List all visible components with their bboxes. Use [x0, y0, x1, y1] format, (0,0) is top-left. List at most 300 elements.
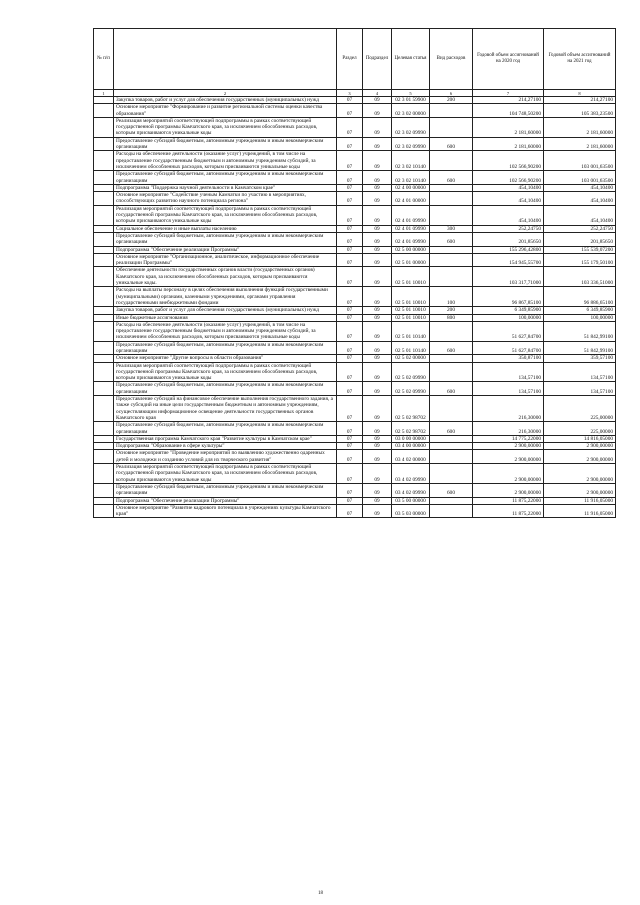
budget-table: [93, 28, 616, 518]
row-subsection-cell: 09: [363, 341, 392, 355]
row-name-cell: Основное мероприятие "Развитие кадрового потенциала в учреждениях культуры Камчатского края": [114, 504, 337, 518]
row-section-cell: 07: [337, 443, 363, 450]
row-target-cell: 02 5 02 09990: [392, 382, 430, 396]
row-number-cell: [94, 246, 114, 253]
row-section-cell: 07: [337, 321, 363, 341]
row-section-cell: 07: [337, 267, 363, 287]
row-expense-cell: [430, 151, 473, 171]
header-col-subsection: Подраздел: [363, 29, 392, 90]
row-2021-cell: 2 900,00000: [544, 450, 616, 464]
row-section-cell: 07: [337, 341, 363, 355]
row-2020-cell: 154 945,55700: [473, 253, 544, 267]
row-number-cell: [94, 184, 114, 191]
row-expense-cell: [430, 246, 473, 253]
row-2020-cell: 134,57100: [473, 382, 544, 396]
row-subsection-cell: 09: [363, 151, 392, 171]
row-subsection-cell: 09: [363, 321, 392, 341]
row-subsection-cell: 09: [363, 497, 392, 504]
row-subsection-cell: 09: [363, 117, 392, 137]
row-expense-cell: 600: [430, 382, 473, 396]
row-2020-cell: 201,85650: [473, 232, 544, 246]
table-row: [94, 450, 616, 464]
row-section-cell: 07: [337, 232, 363, 246]
row-section-cell: 07: [337, 483, 363, 497]
row-subsection-cell: 09: [363, 192, 392, 206]
row-section-cell: 07: [337, 184, 363, 191]
header-col-section: Раздел: [337, 29, 363, 90]
row-name-cell: Предоставление субсидий бюджетным, автономным учреждениям и иным некоммерческим организациям: [114, 171, 337, 185]
row-name-cell: Реализация мероприятий соответствующей подпрограммы в рамках соответствующей государственной программы Камчатского края, за исключением обособленных расходов, которым присваиваются уникальные коды: [114, 362, 337, 382]
row-name-cell: Подпрограмма "Обеспечение реализации Программы": [114, 497, 337, 504]
row-2020-cell: 155 296,42800: [473, 246, 544, 253]
table-row: [94, 104, 616, 118]
row-2020-cell: 6 349,85900: [473, 307, 544, 314]
row-name-cell: Закупка товаров, работ и услуг для обеспечения государственных (муниципальных) нужд: [114, 97, 337, 104]
row-subsection-cell: 09: [363, 443, 392, 450]
row-subsection-cell: 09: [363, 307, 392, 314]
row-subsection-cell: 09: [363, 232, 392, 246]
row-target-cell: 02 5 00 00000: [392, 246, 430, 253]
row-expense-cell: 300: [430, 225, 473, 232]
row-section-cell: 07: [337, 307, 363, 314]
row-target-cell: 02 5 02 98702: [392, 422, 430, 436]
page-number: 18: [318, 891, 323, 896]
row-expense-cell: 600: [430, 137, 473, 151]
row-name-cell: Предоставление субсидий бюджетным, автономным учреждениям и иным некоммерческим организациям: [114, 341, 337, 355]
table-row: [94, 137, 616, 151]
row-name-cell: Основное мероприятие "Другие вопросы в области образования": [114, 355, 337, 362]
column-number: 6: [430, 90, 473, 97]
table-row: [94, 246, 616, 253]
row-name-cell: Подпрограмма "Поддержка научной деятельности в Камчатском крае": [114, 184, 337, 191]
row-2020-cell: 454,10400: [473, 192, 544, 206]
table-row: [94, 117, 616, 137]
row-expense-cell: [430, 253, 473, 267]
header-col-no: № п/п: [94, 29, 114, 90]
header-col-2021: Годовой объем ассигнований на 2021 год: [544, 29, 616, 90]
row-section-cell: 07: [337, 497, 363, 504]
row-2020-cell: 51 627,84700: [473, 341, 544, 355]
row-subsection-cell: 09: [363, 253, 392, 267]
row-number-cell: [94, 205, 114, 225]
row-section-cell: 07: [337, 104, 363, 118]
row-name-cell: Реализация мероприятий соответствующей подпрограммы в рамках соответствующей государственной программы Камчатского края, за исключением обособленных расходов, которым присваиваются уникальные коды: [114, 117, 337, 137]
row-number-cell: [94, 137, 114, 151]
row-name-cell: Расходы на обеспечение деятельности (оказание услуг) учреждений, в том числе на предоставление государственным бюджетным и автономным учреждениям субсидий, за исключением обособленных расходов, которым присваиваются уникальные коды: [114, 151, 337, 171]
row-2020-cell: 2 181,60000: [473, 117, 544, 137]
table-row: [94, 483, 616, 497]
row-number-cell: [94, 443, 114, 450]
row-2020-cell: 14 775,22000: [473, 435, 544, 442]
row-2021-cell: 2 181,60000: [544, 137, 616, 151]
row-section-cell: 07: [337, 396, 363, 422]
row-section-cell: 07: [337, 192, 363, 206]
row-2020-cell: 134,57100: [473, 362, 544, 382]
row-target-cell: 02 3 02 10140: [392, 151, 430, 171]
row-target-cell: 02 5 01 10010: [392, 287, 430, 307]
row-name-cell: Реализация мероприятий соответствующей подпрограммы в рамках соответствующей государственной программы Камчатского края, за исключением обособленных расходов, которым присваиваются уникальные коды: [114, 464, 337, 484]
row-expense-cell: [430, 321, 473, 341]
row-name-cell: Предоставление субсидий бюджетным, автономным учреждениям и иным некоммерческим организациям: [114, 382, 337, 396]
table-row: [94, 307, 616, 314]
row-2021-cell: 134,57100: [544, 382, 616, 396]
row-target-cell: 02 5 01 10140: [392, 341, 430, 355]
row-2020-cell: 216,30000: [473, 396, 544, 422]
table-row: [94, 97, 616, 104]
row-section-cell: 07: [337, 362, 363, 382]
row-section-cell: 07: [337, 205, 363, 225]
row-2020-cell: 252,24750: [473, 225, 544, 232]
table-row: [94, 497, 616, 504]
column-number: 3: [337, 90, 363, 97]
table-row: [94, 232, 616, 246]
row-2021-cell: 105 383,23500: [544, 104, 616, 118]
row-name-cell: Подпрограмма "Обеспечение реализации Программы": [114, 246, 337, 253]
row-expense-cell: [430, 184, 473, 191]
row-subsection-cell: 09: [363, 362, 392, 382]
row-number-cell: [94, 192, 114, 206]
row-2021-cell: 225,00000: [544, 396, 616, 422]
row-expense-cell: [430, 435, 473, 442]
row-number-cell: [94, 504, 114, 518]
row-2021-cell: 11 916,05000: [544, 497, 616, 504]
row-name-cell: Подпрограмма "Образование в сфере культуры": [114, 443, 337, 450]
row-section-cell: 07: [337, 246, 363, 253]
row-expense-cell: 200: [430, 97, 473, 104]
row-target-cell: 02 5 01 10010: [392, 307, 430, 314]
column-number: 5: [392, 90, 430, 97]
row-expense-cell: [430, 205, 473, 225]
row-number-cell: [94, 355, 114, 362]
row-expense-cell: 600: [430, 483, 473, 497]
row-target-cell: 03 4 02 09990: [392, 464, 430, 484]
row-2020-cell: 11 875,22000: [473, 497, 544, 504]
row-target-cell: 03 5 03 00000: [392, 504, 430, 518]
row-subsection-cell: 09: [363, 184, 392, 191]
row-2021-cell: 6 349,85900: [544, 307, 616, 314]
table-row: [94, 504, 616, 518]
row-name-cell: Основное мероприятие "Содействие ученым Камчатки по участию в мероприятиях, способствующих развитию научного потенциала региона": [114, 192, 337, 206]
row-subsection-cell: 09: [363, 382, 392, 396]
row-subsection-cell: 09: [363, 246, 392, 253]
table-row: [94, 287, 616, 307]
table-row: [94, 422, 616, 436]
row-expense-cell: [430, 504, 473, 518]
row-number-cell: [94, 151, 114, 171]
row-section-cell: 07: [337, 435, 363, 442]
row-2020-cell: 102 566,90200: [473, 151, 544, 171]
header-col-2020: Годовой объем ассигнований на 2020 год: [473, 29, 544, 90]
row-number-cell: [94, 267, 114, 287]
row-target-cell: 03 4 00 00000: [392, 443, 430, 450]
row-expense-cell: 600: [430, 232, 473, 246]
table-row: [94, 355, 616, 362]
row-number-cell: [94, 314, 114, 321]
row-subsection-cell: 09: [363, 450, 392, 464]
row-section-cell: 07: [337, 464, 363, 484]
row-number-cell: [94, 225, 114, 232]
row-2021-cell: 51 842,99100: [544, 321, 616, 341]
row-target-cell: 02 5 01 00000: [392, 253, 430, 267]
row-subsection-cell: 09: [363, 225, 392, 232]
row-section-cell: 07: [337, 253, 363, 267]
column-number: 1: [94, 90, 114, 97]
row-name-cell: Расходы на выплаты персоналу в целях обеспечения выполнения функций государственными (муниципальными) органами, казенными учреждениями, органами управления государственными внебюджетными фондами: [114, 287, 337, 307]
row-subsection-cell: 09: [363, 97, 392, 104]
row-2021-cell: 103 336,51000: [544, 267, 616, 287]
row-expense-cell: 200: [430, 307, 473, 314]
row-2021-cell: 454,10400: [544, 184, 616, 191]
row-number-cell: [94, 253, 114, 267]
row-number-cell: [94, 382, 114, 396]
row-2020-cell: 454,10400: [473, 205, 544, 225]
row-expense-cell: [430, 267, 473, 287]
row-subsection-cell: 09: [363, 464, 392, 484]
row-subsection-cell: 09: [363, 314, 392, 321]
column-number: 2: [114, 90, 337, 97]
row-2020-cell: 11 875,22000: [473, 504, 544, 518]
row-target-cell: 02 3 02 10140: [392, 171, 430, 185]
row-number-cell: [94, 396, 114, 422]
row-name-cell: Основное мероприятие "Проведение мероприятий по выявлению художественно одаренных детей и молодежи и созданию условий для их творческого развития": [114, 450, 337, 464]
row-target-cell: 03 4 02 00000: [392, 450, 430, 464]
row-subsection-cell: 09: [363, 287, 392, 307]
row-target-cell: 02 5 02 98702: [392, 396, 430, 422]
row-2020-cell: 2 900,00000: [473, 443, 544, 450]
row-2021-cell: 155 539,07200: [544, 246, 616, 253]
row-name-cell: Расходы на обеспечение деятельности (оказание услуг) учреждений, в том числе на предоставление государственным бюджетным и автономным учреждениям субсидий, за исключением обособленных расходов, которым присваиваются уникальные коды: [114, 321, 337, 341]
row-2021-cell: 100,00000: [544, 314, 616, 321]
row-number-cell: [94, 341, 114, 355]
row-expense-cell: 600: [430, 341, 473, 355]
row-target-cell: 02 5 01 10010: [392, 314, 430, 321]
header-col-target: Целевая статья: [392, 29, 430, 90]
row-number-cell: [94, 97, 114, 104]
row-2020-cell: 2 181,60000: [473, 137, 544, 151]
row-expense-cell: [430, 192, 473, 206]
row-2021-cell: 14 816,05000: [544, 435, 616, 442]
row-subsection-cell: 09: [363, 267, 392, 287]
row-name-cell: Предоставление субсидий бюджетным, автономным учреждениям и иным некоммерческим организациям: [114, 232, 337, 246]
row-expense-cell: [430, 117, 473, 137]
row-number-cell: [94, 171, 114, 185]
row-expense-cell: 600: [430, 422, 473, 436]
row-2021-cell: 103 001,63500: [544, 171, 616, 185]
row-number-cell: [94, 362, 114, 382]
row-subsection-cell: 09: [363, 205, 392, 225]
column-number: 4: [363, 90, 392, 97]
table-row: [94, 464, 616, 484]
row-2021-cell: 51 842,99100: [544, 341, 616, 355]
row-name-cell: Реализация мероприятий соответствующей подпрограммы в рамках соответствующей государственной программы Камчатского края, за исключением обособленных расходов, которым присваиваются уникальные коды: [114, 205, 337, 225]
row-2021-cell: 252,24750: [544, 225, 616, 232]
row-2021-cell: 96 886,65100: [544, 287, 616, 307]
row-number-cell: [94, 435, 114, 442]
table-row: [94, 184, 616, 191]
row-subsection-cell: 09: [363, 137, 392, 151]
row-number-cell: [94, 450, 114, 464]
row-section-cell: 07: [337, 504, 363, 518]
row-target-cell: 02 3 02 00000: [392, 104, 430, 118]
row-number-cell: [94, 104, 114, 118]
row-2020-cell: 103 317,71000: [473, 267, 544, 287]
row-subsection-cell: 09: [363, 171, 392, 185]
table-row: [94, 341, 616, 355]
row-target-cell: 02 5 02 09990: [392, 362, 430, 382]
table-row: [94, 382, 616, 396]
row-name-cell: Предоставление субсидий бюджетным, автономным учреждениям и иным некоммерческим организациям: [114, 483, 337, 497]
row-2020-cell: 100,00000: [473, 314, 544, 321]
row-2021-cell: 103 001,63500: [544, 151, 616, 171]
row-number-cell: [94, 422, 114, 436]
row-expense-cell: 100: [430, 287, 473, 307]
row-2021-cell: 2 900,00000: [544, 464, 616, 484]
row-name-cell: Основное мероприятие "Организационное, аналитическое, информационное обеспечение реализации Программы": [114, 253, 337, 267]
row-2021-cell: 359,57100: [544, 355, 616, 362]
row-expense-cell: [430, 355, 473, 362]
row-number-cell: [94, 497, 114, 504]
row-expense-cell: [430, 396, 473, 422]
row-2020-cell: 96 867,85100: [473, 287, 544, 307]
row-expense-cell: [430, 104, 473, 118]
row-2021-cell: 214,27100: [544, 97, 616, 104]
header-col-expense: Вид расходов: [430, 29, 473, 90]
row-number-cell: [94, 321, 114, 341]
row-section-cell: 07: [337, 450, 363, 464]
row-2021-cell: 155 179,50100: [544, 253, 616, 267]
row-section-cell: 07: [337, 287, 363, 307]
row-target-cell: 02 5 02 00000: [392, 355, 430, 362]
row-name-cell: Предоставление субсидий бюджетным, автономным учреждениям и иным некоммерческим организациям: [114, 422, 337, 436]
row-number-cell: [94, 307, 114, 314]
row-section-cell: 07: [337, 171, 363, 185]
table-row: [94, 225, 616, 232]
row-section-cell: 07: [337, 382, 363, 396]
row-number-cell: [94, 287, 114, 307]
row-target-cell: 03 0 00 00000: [392, 435, 430, 442]
row-subsection-cell: 09: [363, 435, 392, 442]
row-name-cell: Иные бюджетные ассигнования: [114, 314, 337, 321]
column-number: 7: [473, 90, 544, 97]
row-2021-cell: 454,10400: [544, 205, 616, 225]
row-2020-cell: 454,10400: [473, 184, 544, 191]
row-2021-cell: 11 916,05000: [544, 504, 616, 518]
table-row: [94, 171, 616, 185]
row-expense-cell: [430, 450, 473, 464]
table-row: [94, 435, 616, 442]
row-expense-cell: 600: [430, 171, 473, 185]
row-target-cell: 02 3 02 09990: [392, 117, 430, 137]
row-section-cell: 07: [337, 355, 363, 362]
row-target-cell: 02 4 00 00000: [392, 184, 430, 191]
row-subsection-cell: 09: [363, 504, 392, 518]
row-2020-cell: 2 900,00000: [473, 464, 544, 484]
row-2021-cell: 201,85650: [544, 232, 616, 246]
row-subsection-cell: 09: [363, 422, 392, 436]
row-section-cell: 07: [337, 97, 363, 104]
row-name-cell: Социальное обеспечение и иные выплаты населению: [114, 225, 337, 232]
row-subsection-cell: 09: [363, 396, 392, 422]
header-row: [94, 29, 616, 90]
table-row: [94, 267, 616, 287]
row-2020-cell: 216,30000: [473, 422, 544, 436]
row-target-cell: 03 5 00 00000: [392, 497, 430, 504]
row-target-cell: 02 4 01 00000: [392, 192, 430, 206]
row-target-cell: 02 5 01 10140: [392, 321, 430, 341]
row-expense-cell: 800: [430, 314, 473, 321]
row-number-cell: [94, 117, 114, 137]
table-row: [94, 314, 616, 321]
row-name-cell: Обеспечение деятельности государственных органов власти (государственных органов) Камчатского края, за исключением обособленных расходов, которым присваиваются уникальные коды.: [114, 267, 337, 287]
row-2021-cell: 134,57100: [544, 362, 616, 382]
row-2020-cell: 214,27100: [473, 97, 544, 104]
row-expense-cell: [430, 443, 473, 450]
row-2020-cell: 350,87100: [473, 355, 544, 362]
table-row: [94, 362, 616, 382]
row-target-cell: 02 4 01 09990: [392, 205, 430, 225]
row-section-cell: 07: [337, 422, 363, 436]
row-number-cell: [94, 483, 114, 497]
row-2021-cell: 2 900,00000: [544, 443, 616, 450]
row-2021-cell: 225,00000: [544, 422, 616, 436]
row-number-cell: [94, 232, 114, 246]
table-row: [94, 396, 616, 422]
row-target-cell: 03 4 02 09990: [392, 483, 430, 497]
row-name-cell: Предоставление субсидий бюджетным, автономным учреждениям и иным некоммерческим организациям: [114, 137, 337, 151]
header-col-name: [114, 29, 337, 90]
row-expense-cell: [430, 362, 473, 382]
row-expense-cell: [430, 497, 473, 504]
row-name-cell: Государственная программа Камчатского края "Развитие культуры в Камчатском крае": [114, 435, 337, 442]
row-section-cell: 07: [337, 117, 363, 137]
row-section-cell: 07: [337, 314, 363, 321]
row-section-cell: 07: [337, 151, 363, 171]
row-2020-cell: 51 627,84700: [473, 321, 544, 341]
row-name-cell: Основное мероприятие "Формирование и развитие региональной системы оценки качества образования": [114, 104, 337, 118]
table-row: [94, 321, 616, 341]
table-row: [94, 253, 616, 267]
table-row: [94, 192, 616, 206]
table-row: [94, 205, 616, 225]
table-row: [94, 151, 616, 171]
row-2021-cell: 2 181,60000: [544, 117, 616, 137]
row-subsection-cell: 09: [363, 104, 392, 118]
budget-table-sheet: [93, 28, 615, 518]
column-number-row: [94, 90, 616, 97]
row-name-cell: Предоставление субсидий на финансовое обеспечение выполнения государственного задания, а также субсидий на иные цели государственным бюджетным и автономным учреждениям, осуществляющим информационное освещение деятельности государственных органов Камчатского края: [114, 396, 337, 422]
row-2020-cell: 104 748,50200: [473, 104, 544, 118]
row-section-cell: 07: [337, 137, 363, 151]
row-2020-cell: 102 566,90200: [473, 171, 544, 185]
row-subsection-cell: 09: [363, 483, 392, 497]
row-target-cell: 02 5 01 10010: [392, 267, 430, 287]
row-target-cell: 02 3 02 09990: [392, 137, 430, 151]
row-subsection-cell: 09: [363, 355, 392, 362]
row-2021-cell: 454,10400: [544, 192, 616, 206]
row-section-cell: 07: [337, 225, 363, 232]
row-target-cell: 02 4 01 09990: [392, 225, 430, 232]
row-2021-cell: 2 900,00000: [544, 483, 616, 497]
row-2020-cell: 2 900,00000: [473, 450, 544, 464]
row-name-cell: Закупка товаров, работ и услуг для обеспечения государственных (муниципальных) нужд: [114, 307, 337, 314]
row-number-cell: [94, 464, 114, 484]
table-row: [94, 443, 616, 450]
table-body: [94, 97, 616, 518]
row-target-cell: 02 4 01 09990: [392, 232, 430, 246]
column-number: 8: [544, 90, 616, 97]
row-target-cell: 02 3 01 59900: [392, 97, 430, 104]
row-2020-cell: 2 900,00000: [473, 483, 544, 497]
